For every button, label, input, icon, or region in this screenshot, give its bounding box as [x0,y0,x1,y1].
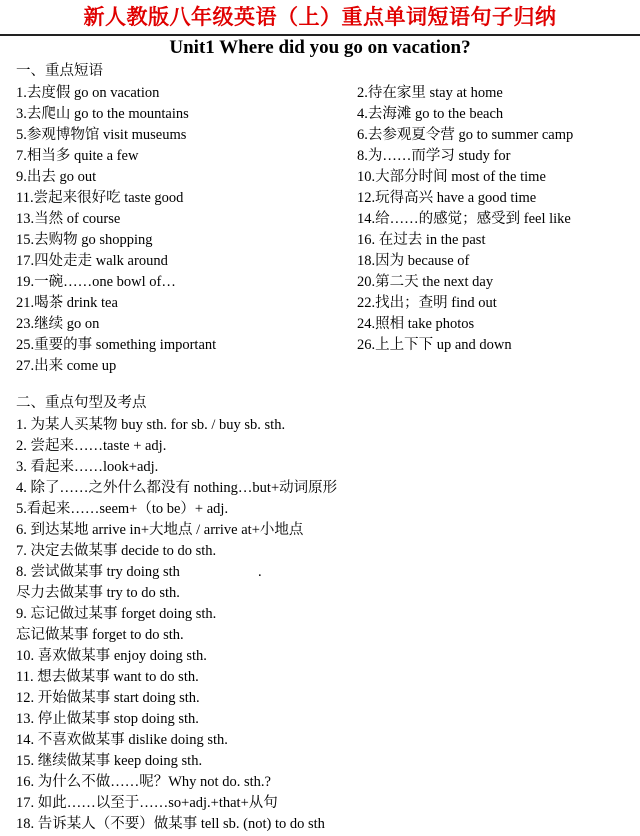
phrase-item: 14.给……的感觉；感受到 feel like [357,211,571,227]
sentence-item: 6. 到达某地 arrive in+大地点 / arrive at+小地点 [16,522,304,538]
phrase-item: 21.喝茶 drink tea [16,295,118,311]
phrase-item: 13.当然 of course [16,211,121,227]
sentence-item: 15. 继续做某事 keep doing sth. [16,753,203,769]
phrase-item: 19.一碗……one bowl of… [16,274,176,290]
phrase-item: 2.待在家里 stay at home [357,85,503,101]
phrases-heading: 一、重点短语 [16,63,103,79]
sentence-item: 5.看起来……seem+（to be）+ adj. [16,501,229,517]
phrase-item: 12.玩得高兴 have a good time [357,190,537,206]
sentence-item: 12. 开始做某事 start doing sth. [16,690,200,706]
phrase-item: 5.参观博物馆 visit museums [16,127,187,143]
sentence-item: 1. 为某人买某物 buy sth. for sb. / buy sb. sth. [16,417,286,433]
phrase-item: 22.找出；查明 find out [357,295,497,311]
phrase-item: 24.照相 take photos [357,316,475,332]
phrase-item: 6.去参观夏令营 go to summer camp [357,127,574,143]
sentence-item: 尽力去做某事 try to do sth. [16,585,180,601]
phrase-item: 7.相当多 quite a few [16,148,139,164]
phrase-item: 27.出来 come up [16,358,117,374]
sentence-item: 忘记做某事 forget to do sth. [16,627,184,643]
phrase-item: 3.去爬山 go to the mountains [16,106,189,122]
phrase-item: 20.第二天 the next day [357,274,494,290]
sentence-item: 2. 尝起来……taste + adj. [16,438,167,454]
phrase-item: 17.四处走走 walk around [16,253,168,269]
phrase-item: 18.因为 because of [357,253,470,269]
sentences-heading: 二、重点句型及考点 [16,395,147,411]
sentence-item: 16. 为什么不做……呢？Why not do. sth.? [16,774,271,790]
sentence-item: 11. 想去做某事 want to do sth. [16,669,199,685]
phrase-item: 11.尝起来很好吃 taste good [16,190,184,206]
sentence-item: 10. 喜欢做某事 enjoy doing sth. [16,648,207,664]
sentence-item: 13. 停止做某事 stop doing sth. [16,711,199,727]
document-title: 新人教版八年级英语（上）重点单词短语句子归纳 [83,5,557,29]
phrase-item: 4.去海滩 go to the beach [357,106,504,122]
phrase-item: 25.重要的事 something important [16,337,217,353]
sentence-item: 9. 忘记做过某事 forget doing sth. [16,606,217,622]
sentence-item: 14. 不喜欢做某事 dislike doing sth. [16,732,228,748]
phrase-item: 8.为……而学习 study for [357,148,511,164]
sentence-item: 17. 如此……以至于……so+adj.+that+从句 [16,795,278,811]
phrase-item: 15.去购物 go shopping [16,232,153,248]
sentence-item: 8. 尝试做某事 try doing sth [16,564,180,580]
unit-title: Unit1 Where did you go on vacation? [169,37,471,58]
phrase-item: 9.出去 go out [16,169,97,185]
phrase-item: 23.继续 go on [16,316,100,332]
phrase-item: 1.去度假 go on vacation [16,85,160,101]
phrase-item: 16. 在过去 in the past [357,232,486,248]
sentence-item: 3. 看起来……look+adj. [16,459,159,475]
trailing-period: . [258,564,262,580]
sentence-item: 7. 决定去做某事 decide to do sth. [16,543,217,559]
phrase-item: 26.上上下下 up and down [357,337,512,353]
sentence-item: 18. 告诉某人（不要）做某事 tell sb. (not) to do sth [16,816,325,832]
phrase-item: 10.大部分时间 most of the time [357,169,546,185]
sentence-item: 4. 除了……之外什么都没有 nothing…but+动词原形 [16,480,338,496]
